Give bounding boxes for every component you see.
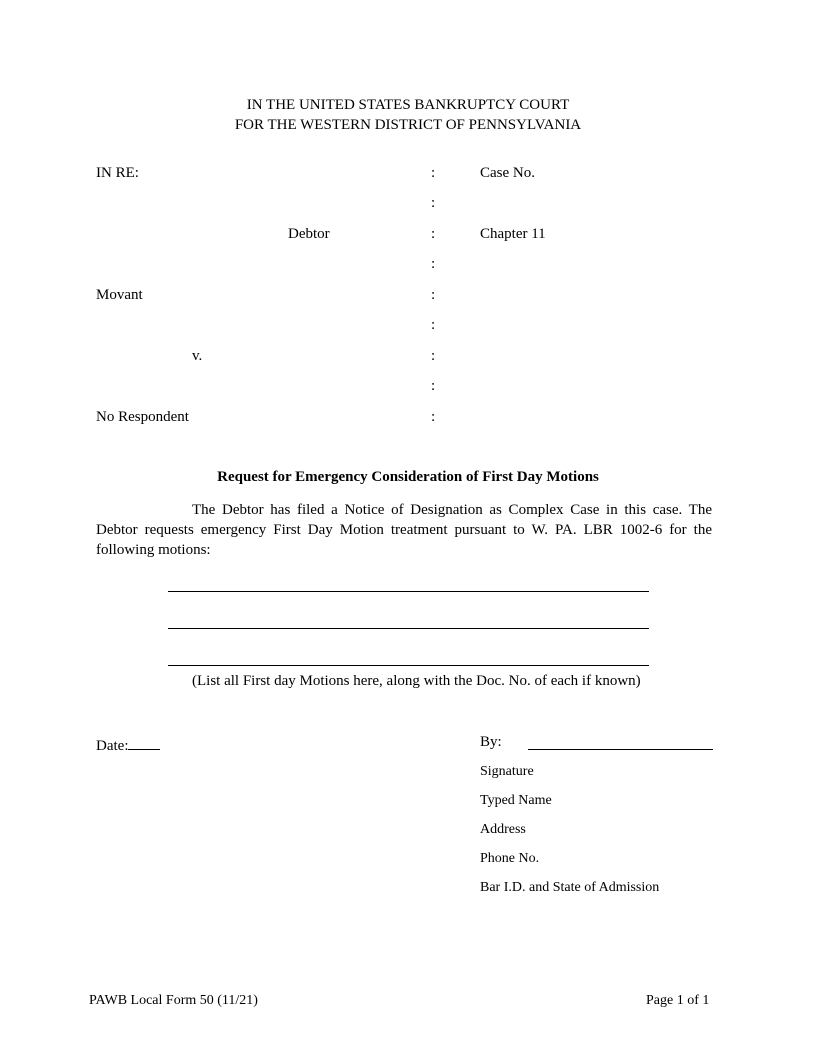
address-label: Address [480, 822, 526, 837]
date-label: Date: [96, 738, 129, 754]
by-label: By: [480, 734, 502, 750]
motion-entry-line[interactable] [168, 591, 649, 592]
caption-colon: : [431, 317, 436, 333]
form-identifier: PAWB Local Form 50 (11/21) [89, 993, 258, 1008]
versus-label: v. [192, 348, 203, 364]
movant-label: Movant [96, 287, 143, 303]
case-number-label: Case No. [480, 165, 535, 181]
document-title: Request for Emergency Consideration of First Day Motions [217, 469, 599, 485]
caption-colon: : [431, 256, 436, 272]
court-name-line-1: IN THE UNITED STATES BANKRUPTCY COURT [246, 97, 570, 113]
chapter-label: Chapter 11 [480, 226, 546, 242]
request-paragraph-text: The Debtor has filed a Notice of Designation as Complex Case in this case. The Debtor requests emergency First Day Motion treatment pursuant to W. PA. LBR 1002-6 for the following motions: [96, 502, 712, 558]
request-paragraph [96, 500, 712, 560]
caption-colon: : [431, 165, 436, 181]
caption-colon: : [431, 378, 436, 394]
page-number: Page 1 of 1 [646, 993, 710, 1008]
bar-id-label: Bar I.D. and State of Admission [480, 880, 660, 895]
debtor-label: Debtor [288, 226, 330, 242]
respondent-label: No Respondent [96, 409, 189, 425]
date-entry-line[interactable] [128, 735, 160, 750]
typed-name-label: Typed Name [480, 793, 552, 808]
caption-colon: : [431, 195, 436, 211]
in-re-label: IN RE: [96, 165, 139, 181]
date-field [96, 735, 160, 754]
caption-colon: : [431, 287, 436, 303]
signature-label: Signature [480, 764, 534, 779]
motion-entry-line[interactable] [168, 665, 649, 666]
list-instructions: (List all First day Motions here, along with the Doc. No. of each if known) [192, 673, 641, 689]
caption-colon: : [431, 226, 436, 242]
phone-label: Phone No. [480, 851, 540, 866]
motion-entry-line[interactable] [168, 628, 649, 629]
signature-line[interactable] [528, 749, 713, 750]
caption-colon: : [431, 348, 436, 364]
caption-colon: : [431, 409, 436, 425]
court-name-line-2: FOR THE WESTERN DISTRICT OF PENNSYLVANIA [234, 117, 582, 133]
